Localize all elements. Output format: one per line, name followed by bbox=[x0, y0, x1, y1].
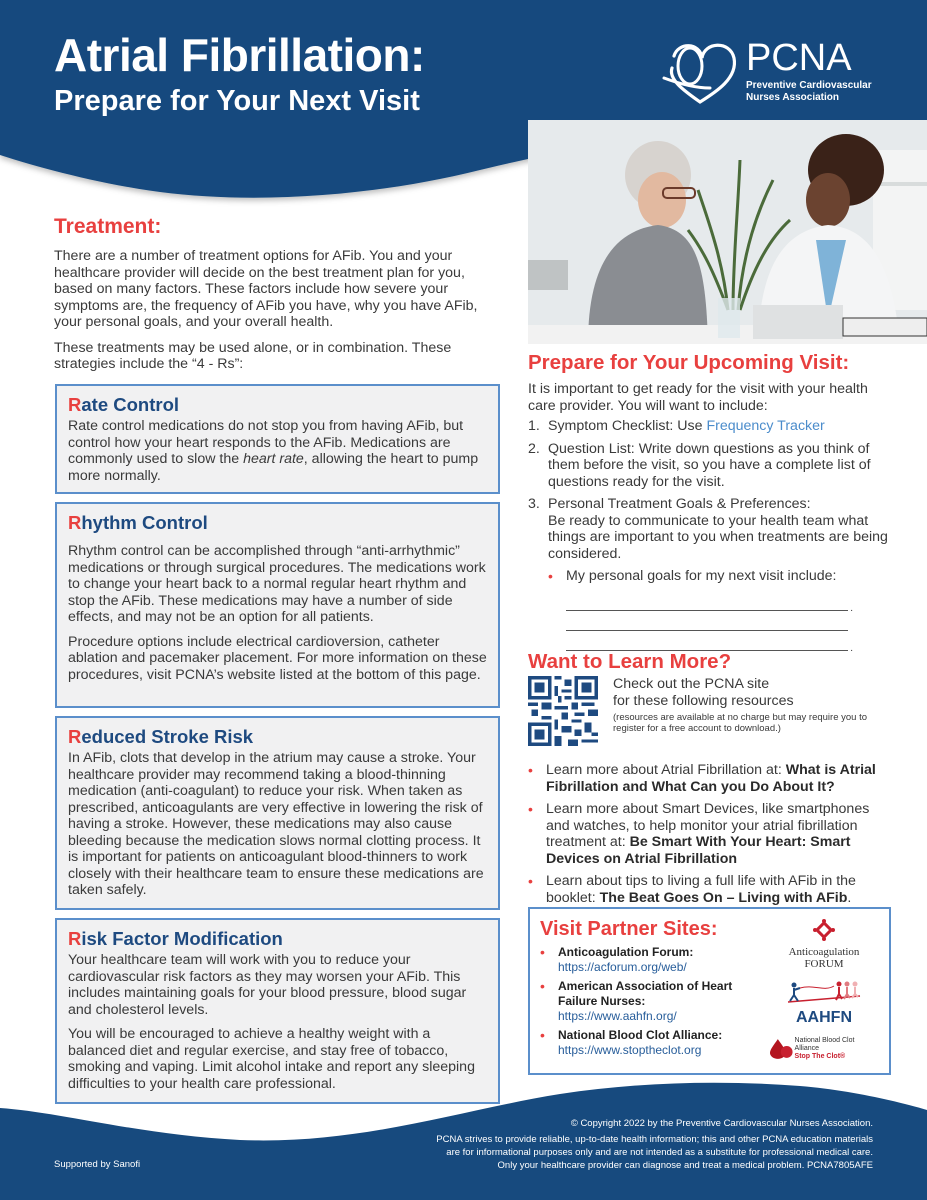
logo-subtitle-1: Preventive Cardiovascular bbox=[746, 80, 872, 91]
item-number: 3. bbox=[528, 496, 540, 512]
heading-rest: hythm Control bbox=[81, 512, 208, 533]
rate-control-box bbox=[55, 384, 500, 494]
item-text: Personal Treatment Goals & Preferences: bbox=[548, 496, 811, 512]
bullet-icon: • bbox=[528, 873, 533, 889]
learn-more-list bbox=[528, 762, 893, 906]
learn-item-2 bbox=[528, 801, 893, 867]
qr-code-icon[interactable] bbox=[528, 676, 598, 746]
personal-goals-label: My personal goals for my next visit include: bbox=[566, 568, 837, 584]
anticoagulation-forum-logo[interactable] bbox=[769, 919, 879, 970]
risk-factor-modification-box bbox=[55, 918, 500, 1104]
aahfn-figures-icon bbox=[784, 980, 864, 1004]
qr-text-1: Check out the PCNA site bbox=[613, 676, 770, 692]
text-part: , allowing the heart to pump more normally. bbox=[68, 451, 479, 484]
treatment-heading: Treatment: bbox=[54, 215, 162, 238]
partner-item bbox=[540, 1028, 770, 1058]
reduced-stroke-risk-heading bbox=[68, 726, 488, 748]
pcna-logo[interactable] bbox=[660, 38, 872, 106]
partner-logos bbox=[769, 919, 879, 1071]
partner-heading: Visit Partner Sites: bbox=[540, 918, 718, 940]
resource-link[interactable]: What is Atrial Fibrillation and What Can you Do About It? bbox=[546, 762, 876, 795]
line-period: . bbox=[850, 642, 853, 654]
page-subtitle: Prepare for Your Next Visit bbox=[54, 85, 420, 117]
item-text: Learn more about Atrial Fibrillation at: bbox=[546, 762, 786, 778]
qr-note: (resources are available at no charge but may require you to register for a free account to download.) bbox=[613, 712, 867, 734]
rhythm-control-text-2: Procedure options include electrical cardioversion, catheter ablation and pacemaker placement. For more information on these procedures, visit PCNA’s website listed at the bottom of this page. bbox=[68, 633, 487, 683]
qr-text-2: for these following resources bbox=[613, 692, 794, 709]
stop-the-clot-text: Stop The Clot® bbox=[794, 1053, 846, 1060]
page-title: Atrial Fibrillation: bbox=[54, 29, 425, 81]
heading-rest: educed Stroke Risk bbox=[81, 726, 254, 747]
partner-name: American Association of Heart Failure Nurses: bbox=[558, 979, 733, 1008]
prepare-item-1 bbox=[528, 418, 893, 435]
item-text: Question List: Write down questions as you think of them before the visit, so you have a complete list of questions ready for the visit. bbox=[548, 440, 871, 490]
nbca-logo[interactable] bbox=[769, 1037, 879, 1061]
supported-by: Supported by Sanofi bbox=[54, 1159, 141, 1170]
acf-emblem-icon bbox=[813, 919, 835, 941]
goal-lines bbox=[566, 591, 893, 654]
disclaimer-line-3: Only your healthcare provider can diagnose and treat a medical problem. PCNA7805AFE bbox=[497, 1160, 873, 1171]
prepare-heading: Prepare for Your Upcoming Visit: bbox=[528, 351, 850, 374]
item-text: Symptom Checklist: Use bbox=[548, 418, 707, 434]
heading-initial: R bbox=[68, 726, 82, 747]
bullet-icon: • bbox=[540, 978, 545, 994]
copyright-text: © Copyright 2022 by the Preventive Cardiovascular Nurses Association. bbox=[570, 1118, 873, 1129]
learn-item-1 bbox=[528, 762, 893, 795]
heart-loop-icon bbox=[660, 38, 742, 106]
prepare-item-3 bbox=[528, 496, 893, 562]
item-number: 2. bbox=[528, 440, 540, 457]
reduced-stroke-risk-box bbox=[55, 716, 500, 910]
page-title-block bbox=[54, 30, 425, 118]
aahfn-logo[interactable] bbox=[769, 980, 879, 1027]
personal-goals-bullet bbox=[548, 568, 893, 585]
treatment-intro-2: These treatments may be used alone, or in combination. These strategies include the “4 - Rs”: bbox=[54, 339, 452, 372]
rhythm-control-text-1: Rhythm control can be accomplished through “anti-arrhythmic” medications or through surgical procedures. The medications work to change your heart back to a normal regular heart rhythm and stop the AFib. These medications may have a number of side effects, and may not be an option for all patients. bbox=[68, 543, 486, 625]
partner-sites-box bbox=[528, 907, 891, 1075]
rate-control-heading bbox=[68, 394, 488, 416]
emphasis-text: heart rate bbox=[243, 451, 304, 467]
learn-more-heading: Want to Learn More? bbox=[528, 650, 732, 673]
heading-rest: isk Factor Modification bbox=[81, 928, 283, 949]
rate-control-text bbox=[68, 418, 488, 484]
rhythm-control-heading bbox=[68, 512, 488, 534]
partner-url[interactable]: https://www.stoptheclot.org bbox=[558, 1043, 702, 1057]
prepare-visit-section bbox=[528, 351, 893, 654]
item-number: 1. bbox=[528, 418, 540, 434]
nbca-logo-text: National Blood Clot Alliance bbox=[794, 1037, 855, 1052]
frequency-tracker-link[interactable]: Frequency Tracker bbox=[706, 418, 825, 434]
qr-row bbox=[528, 676, 893, 746]
acf-logo-text-1: Anticoagulation bbox=[788, 946, 860, 958]
rhythm-control-box bbox=[55, 502, 500, 708]
bullet-icon: • bbox=[528, 801, 533, 817]
partner-item bbox=[540, 945, 770, 975]
footer-disclaimer bbox=[436, 1117, 873, 1172]
heading-initial: R bbox=[68, 512, 82, 533]
disclaimer-line-2: are for informational purposes only and are not intended as a substitute for professional medical care. bbox=[446, 1147, 873, 1158]
goal-line-2[interactable] bbox=[566, 611, 848, 631]
partner-name: Anticoagulation Forum: bbox=[558, 945, 694, 959]
partner-url[interactable]: https://www.aahfn.org/ bbox=[558, 1009, 677, 1023]
partner-url[interactable]: https://acforum.org/web/ bbox=[558, 960, 687, 974]
bullet-icon: • bbox=[548, 568, 553, 584]
prepare-list bbox=[528, 418, 893, 562]
item-text-2: Be ready to communicate to your health team what things are important to you when treatments are being considered. bbox=[548, 512, 888, 562]
prepare-item-2 bbox=[528, 441, 893, 491]
learn-more-section bbox=[528, 650, 893, 912]
logo-subtitle-2: Nurses Association bbox=[746, 92, 839, 103]
prepare-intro: It is important to get ready for the visit with your health care provider. You will want to include: bbox=[528, 381, 868, 414]
goal-line-3[interactable] bbox=[566, 631, 853, 654]
blood-drop-icon bbox=[769, 1038, 795, 1060]
bullet-icon: • bbox=[540, 944, 545, 960]
risk-factor-text-1: Your healthcare team will work with you to reduce your cardiovascular risk factors as they may worsen your AFib. This includes maintaining goals for your blood pressure, blood sugar and cholesterol levels. bbox=[68, 952, 467, 1018]
heading-initial: R bbox=[68, 394, 82, 415]
partner-list bbox=[540, 945, 770, 1058]
disclaimer-line-1: PCNA strives to provide reliable, up-to-date health information; this and other PCNA education materials bbox=[436, 1134, 873, 1145]
treatment-intro: There are a number of treatment options for AFib. You and your healthcare provider will decide on the best treatment plan for you, based on many factors. These factors include how severe your symptoms are, the frequency of AFib you have, why you have AFib, your personal goals, and your overall health. bbox=[54, 248, 478, 330]
doctor-patient-photo bbox=[528, 120, 927, 344]
heading-rest: ate Control bbox=[81, 394, 180, 415]
logo-name: PCNA bbox=[746, 37, 852, 79]
risk-factor-modification-heading bbox=[68, 928, 488, 950]
resource-link[interactable]: The Beat Goes On – Living with AFib bbox=[599, 889, 848, 906]
line-period: . bbox=[850, 602, 853, 614]
goal-line-1[interactable] bbox=[566, 591, 853, 614]
partner-item bbox=[540, 979, 770, 1024]
resource-link[interactable]: Be Smart With Your Heart: Smart Devices on Atrial Fibrillation bbox=[546, 834, 851, 867]
bullet-icon: • bbox=[528, 762, 533, 778]
partner-name: National Blood Clot Alliance: bbox=[558, 1028, 723, 1042]
heading-initial: R bbox=[68, 928, 82, 949]
item-end: . bbox=[847, 889, 852, 906]
treatment-section bbox=[54, 214, 502, 373]
qr-description bbox=[613, 676, 893, 746]
bullet-icon: • bbox=[540, 1027, 545, 1043]
aahfn-logo-text: AAHFN bbox=[796, 1009, 852, 1026]
acf-logo-text-2: FORUM bbox=[804, 958, 844, 970]
item-text: Learn more about Smart Devices, like smartphones and watches, to help monitor your atrial fibrillation treatment at: bbox=[546, 801, 870, 850]
reduced-stroke-risk-text: In AFib, clots that develop in the atrium may cause a stroke. Your healthcare provider may recommend taking a blood-thinning medication (anti-coagulant) to reduce your risk. When taken as prescribed, anticoagulants are very effective in lowering the risk of having a stroke. However, these medications may also cause bleeding because the medication slows normal clotting process. It is important for patients on anticoagulant blood-thinners to work closely with their healthcare team to ensure these medications are taken safely. bbox=[68, 750, 484, 898]
learn-item-3 bbox=[528, 873, 893, 906]
text-part: Rate control medications do not stop you from having AFib, but control how your heart responds to the AFib. Medications are commonly used to slow the bbox=[68, 418, 464, 467]
item-text: Learn about tips to living a full life with AFib in the booklet: bbox=[546, 873, 856, 906]
photo-illustration bbox=[528, 120, 927, 344]
risk-factor-text-2: You will be encouraged to achieve a healthy weight with a balanced diet and regular exercise, and stay free of tobacco, smoking and vaping. Limit alcohol intake and report any sleeping difficulties to your health care professional. bbox=[68, 1026, 475, 1092]
